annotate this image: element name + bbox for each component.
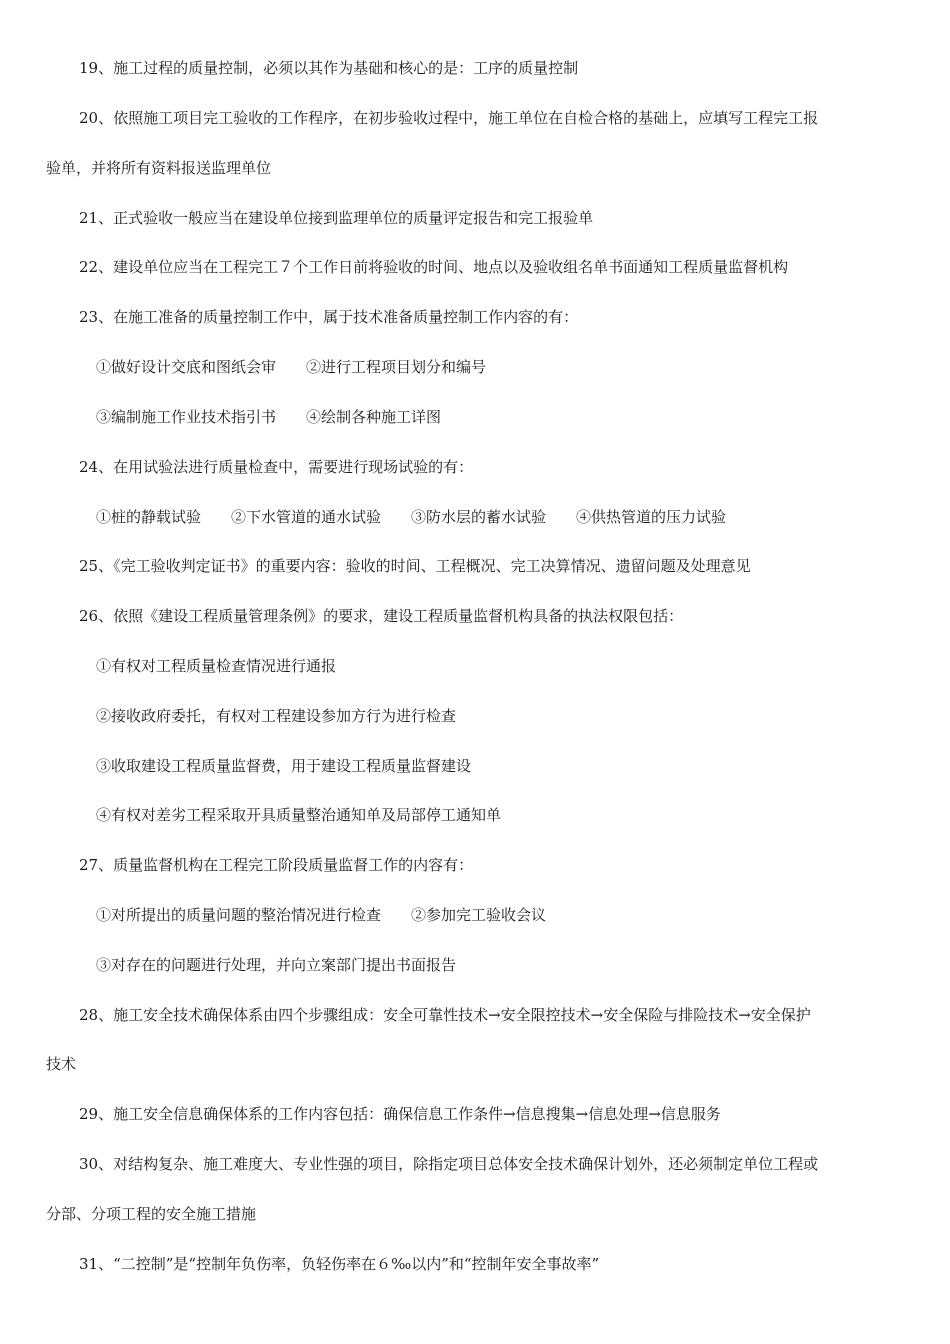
item-24-options-row [96,507,726,527]
item-28: 28、施工安全技术确保体系由四个步骤组成：安全可靠性技术→安全限控技术→安全保险与排险技术→安全保护 [79,1006,811,1024]
item-23-option-4: ④绘制各种施工详图 [306,408,442,426]
item-21: 21、正式验收一般应当在建设单位接到监理单位的质量评定报告和完工报验单 [79,209,594,227]
item-27-option-3: ③对存在的问题进行处理，并向立案部门提出书面报告 [96,956,457,974]
item-27-options-row-1 [96,905,546,925]
item-30-continued: 分部、分项工程的安全施工措施 [46,1205,257,1223]
item-20: 20、依照施工项目完工验收的工作程序，在初步验收过程中，施工单位在自检合格的基础上，应填写工程完工报 [79,109,819,127]
item-23-option-2: ②进行工程项目划分和编号 [306,358,487,376]
item-30: 30、对结构复杂、施工难度大、专业性强的项目，除指定项目总体安全技术确保计划外，还必须制定单位工程或 [79,1155,819,1173]
item-26: 26、依照《建设工程质量管理条例》的要求，建设工程质量监督机构具备的执法权限包括： [79,607,684,625]
item-23-options-row-2 [96,407,441,427]
item-24-option-2: ②下水管道的通水试验 [231,508,382,526]
item-23-option-3: ③编制施工作业技术指引书 [96,408,277,426]
item-26-option-2: ②接收政府委托，有权对工程建设参加方行为进行检查 [96,707,457,725]
item-23-option-1: ①做好设计交底和图纸会审 [96,358,277,376]
item-28-continued: 技术 [46,1055,77,1073]
item-26-option-4: ④有权对差劣工程采取开具质量整治通知单及局部停工通知单 [96,806,502,824]
item-25: 25、《完工验收判定证书》的重要内容：验收的时间、工程概况、完工决算情况、遗留问题及处理意见 [79,557,751,575]
item-19: 19、施工过程的质量控制，必须以其作为基础和核心的是：工序的质量控制 [79,59,579,77]
item-24-option-1: ①桩的静载试验 [96,508,202,526]
item-23-options-row-1 [96,357,486,377]
item-24-option-4: ④供热管道的压力试验 [576,508,727,526]
item-27-option-2: ②参加完工验收会议 [411,906,547,924]
item-22: 22、建设单位应当在工程完工７个工作日前将验收的时间、地点以及验收组名单书面通知工程质量监督机构 [79,258,789,276]
item-24: 24、在用试验法进行质量检查中，需要进行现场试验的有： [79,458,474,476]
item-24-option-3: ③防水层的蓄水试验 [411,508,547,526]
item-26-option-3: ③收取建设工程质量监督费，用于建设工程质量监督建设 [96,757,472,775]
item-20-continued: 验单，并将所有资料报送监理单位 [46,159,272,177]
item-31: 31、“二控制”是“控制年负伤率，负轻伤率在６‰以内”和“控制年安全事故率” [79,1255,600,1273]
item-27-option-1: ①对所提出的质量问题的整治情况进行检查 [96,906,382,924]
item-29: 29、施工安全信息确保体系的工作内容包括：确保信息工作条件→信息搜集→信息处理→信息服务 [79,1105,721,1123]
item-23: 23、在施工准备的质量控制工作中，属于技术准备质量控制工作内容的有： [79,308,579,326]
item-27: 27、质量监督机构在工程完工阶段质量监督工作的内容有： [79,856,474,874]
item-26-option-1: ①有权对工程质量检查情况进行通报 [96,657,337,675]
